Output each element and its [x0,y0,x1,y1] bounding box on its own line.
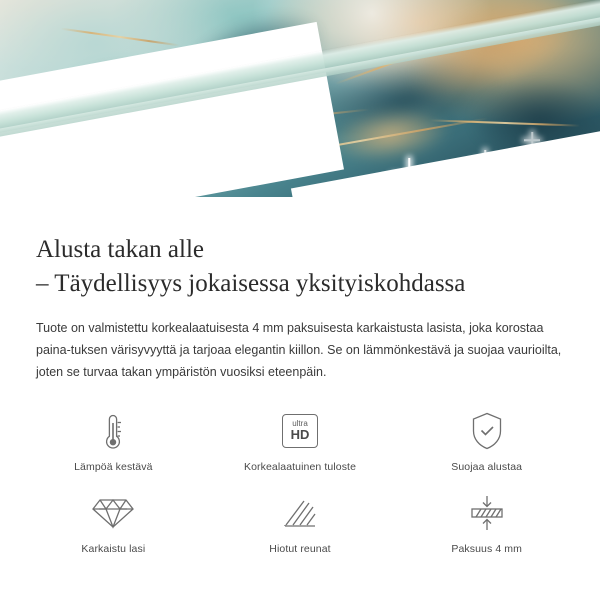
feature-item [207,491,394,555]
ultra-hd-top-text: ultra [292,418,308,428]
thickness-icon [467,491,507,535]
diamond-icon [91,491,135,535]
feature-label: Korkealaatuinen tuloste [243,461,357,473]
polished-edges-icon [283,491,317,535]
feature-item [20,491,207,555]
page-title [0,225,600,301]
headline-line-2: – Täydellisyys jokaisessa yksityiskohdassa [36,270,466,297]
feature-label: Paksuus 4 mm [451,543,522,555]
feature-item [20,409,207,473]
content-section [0,225,600,555]
feature-grid [0,409,600,555]
feature-label: Lämpöä kestävä [74,461,153,473]
feature-item [207,409,394,473]
hero-image [0,0,600,225]
image-mask-bottom [0,197,600,225]
ultra-hd-bottom-text: HD [290,427,310,443]
feature-label: Hiotut reunat [269,543,331,555]
feature-label: Suojaa alustaa [451,461,523,473]
thermometer-icon [100,409,126,453]
shield-check-icon [469,409,505,453]
feature-item [393,409,580,473]
ultra-hd-icon [282,409,318,453]
feature-item [393,491,580,555]
feature-label: Karkaistu lasi [81,543,146,555]
headline-line-1: Alusta takan alle [36,236,204,263]
description-paragraph: Tuote on valmistettu korkealaatuisesta 4 mm paksuisesta karkaistusta lasista, joka korostaa paina-tuksen värisyvyyttä ja tarjoaa elegantin kiillon. Se on lämmönkestävä ja suojaa vaurioilta, joten se turvaa takan ympäristön vuosiksi eteenpäin. [36,321,562,379]
